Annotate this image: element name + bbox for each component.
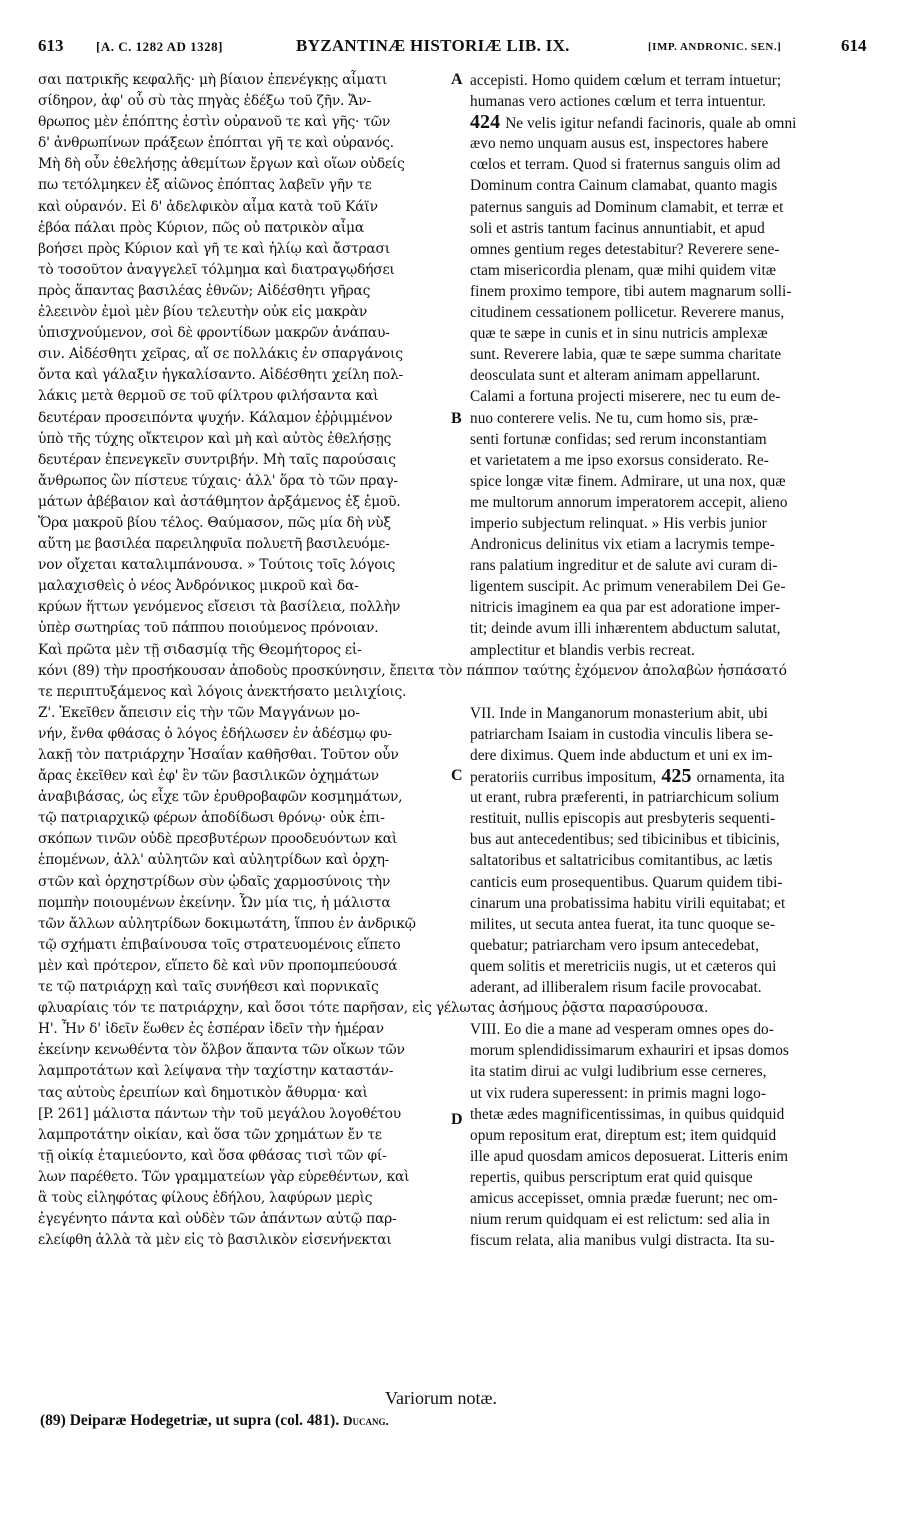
latin-text-line: quem solitis et meretriciis nugis, ut et cæteros qui (470, 957, 777, 975)
latin-text-line: repertis, quibus perscriptum erat quid quisque (470, 1168, 753, 1186)
latin-text-line: saltatoribus et saltatricibus comitantibus, ac lætis (470, 852, 773, 870)
latin-text-line: soli et astris tantum facinus annuntiabit, et apud (470, 219, 765, 237)
greek-text-line: ὑπὲρ σωτηρίας τοῦ πάππου ποιούμενος πρόνοιαν. (38, 620, 379, 637)
header-years: [A. C. 1282 AD 1328] (96, 39, 223, 54)
greek-text-line: τῶν ἄλλων αὐλητρίδων δοκιμωτάτη, ἵππου ἐν ἀνδρικῷ (38, 915, 416, 932)
latin-text-line: paternus sanguis ad Dominum clamabit, et terræ et (470, 198, 784, 216)
greek-text-line: πομπὴν ποιουμένων ἐκείνην. Ὧν μία τις, ἡ μάλιστα (38, 894, 391, 911)
latin-text-line: Andronicus delinitus vix etiam a lacrymis tempe- (470, 536, 775, 554)
greek-text-line: μαλαχισθεὶς ὁ νέος Ἀνδρόνικος μικροῦ καὶ δα- (38, 578, 359, 595)
greek-text-line: σιν. Αἰδέσθητι χεῖρας, αἵ σε πολλάκις ἐν σπαργάνοις (38, 346, 403, 363)
latin-text-line: Dominum contra Cainum clamabat, quanto magis (470, 177, 778, 195)
greek-text-line: τῷ σχήματι ἐπιβαίνουσα τοῖς στρατευομένοις εἵπετο (38, 936, 401, 953)
greek-text-line: ελείφθη ἀλλὰ τὰ μὲν εἰς τὸ βασιλικὸν εἰσενήνεκται (38, 1232, 392, 1249)
section-marker-b: B (451, 410, 462, 427)
latin-text-line: et varietatem a me ipso exorsus considerato. Re- (470, 451, 769, 469)
latin-text-line: opum repositum erat, direptum est; item quidquid (470, 1126, 777, 1144)
latin-text-line: VIII. Eo die a mane ad vesperam omnes opes do- (470, 1021, 774, 1039)
greek-text-line: λαμπροτάτων καὶ λείψανα τὴν ταχίστην καταστάν- (38, 1063, 394, 1080)
page-number-left: 613 (38, 36, 64, 55)
latin-text-line: amicus accepisset, omnia prædæ fuerunt; nec om- (470, 1189, 778, 1207)
latin-text-line: ut vix rudera superessent: in primis magni logo- (470, 1084, 766, 1102)
latin-text-line: quebatur; patriarcham vero ipsum antecedebat, (470, 936, 759, 954)
greek-text-line: λάκις μετὰ θερμοῦ σε τοῦ φίλτρου φιλήσαντα καὶ (38, 388, 379, 405)
greek-text-line: ἐκείνην κενωθέντα τὸν ὄλβον ἅπαντα τῶν οἴκων τῶν (38, 1042, 405, 1059)
latin-text-line: humanas vero actiones cœlum et terra intuentur. (470, 93, 766, 111)
greek-text-line: ὑπισχνούμενον, σοὶ δὲ φροντίδων μακρῶν ἀνάπαυ- (38, 325, 390, 342)
greek-text-line: ἄνθρωπος ὢν πίστευε τύχαις· ἀλλ' ὅρα τὸ τῶν πραγ- (38, 472, 398, 489)
latin-text-line: me multorum annorum imperatorem accepit, alieno (470, 493, 788, 511)
latin-text-line: tit; deinde avum illi inhærentem abductum salutat, (470, 620, 781, 638)
greek-block-1 (38, 70, 456, 661)
greek-text-line: νον οἴχεται καταλιμπάνουσα. » Τούτοις τοῖς λόγοις (38, 557, 396, 574)
latin-ornamenta: ornamenta, ita (696, 769, 785, 787)
greek-text-line: λων παρέθετο. Τῶν γραμματείων γὰρ εὑρεθέντων, καὶ (38, 1168, 410, 1185)
latin-text-line: cinarum una probatissima habitu virili equitabat; et (470, 894, 786, 912)
section-marker-c: C (451, 767, 463, 784)
latin-text-line: spice longæ vitæ finem. Admirare, ut una nox, quæ (470, 472, 786, 490)
greek-text-line: δ' ἀνθρωπίνων πράξεων ἐπόπται γῆ τε καὶ οὐρανός. (38, 135, 394, 152)
greek-text-line: κρύων ἥττων γενόμενος εἴσεισι τὰ βασίλεια, πολλὴν (38, 599, 401, 616)
greek-text-line: μὲν καὶ πρότερον, εἵπετο δὲ καὶ νῦν προπομπεύουσά (38, 957, 398, 974)
greek-text-line: ἐγεγένητο πάντα καὶ οὐδὲν τῶν ἁπάντων αὐτῷ παρ- (38, 1211, 397, 1228)
header-emperor: [IMP. ANDRONIC. SEN.] (648, 41, 782, 53)
latin-text-line: nuo conterere velis. Ne tu, cum homo sis, præ- (470, 409, 759, 427)
latin-text-line: omnes gentium reges detestabitur? Reverere sene- (470, 240, 780, 258)
footnote-text: (89) Deiparæ Hodegetriæ, ut supra (col. 481). (40, 1412, 340, 1429)
latin-text-line: finem proximo tempore, tibi autem magnarum solli- (470, 282, 792, 300)
page-number-right: 614 (841, 36, 867, 55)
latin-text-line: cœlos et terram. Quod si fraternus sanguis olim ad (470, 156, 781, 174)
latin-text-line: quæ te sæpe in cunis et in sinu nutricis amplexæ (470, 325, 768, 343)
greek-text-line: καὶ οὐρανόν. Εἰ δ' ἀδελφικὸν αἷμα κατὰ τοῦ Κάϊν (38, 198, 378, 215)
greek-text-line: ἐλεεινὸν ἐμοὶ μὲν βίου τελευτὴν οὐκ εἰς μακρὰν (38, 304, 368, 321)
latin-text-line: bus aut antecedentibus; sed tibicinibus et tibicinis, (470, 831, 780, 849)
greek-text-line: αὕτη με βασιλέα παρειληφυῖα πολυετῆ βασιλευόμε- (38, 536, 390, 553)
latin-text-line: canticis eum prosequentibus. Quarum quidem tibi- (470, 873, 783, 891)
greek-text-line: μάτων ἀβέβαιον καὶ ἀστάθμητον ἀρξάμενος ἐξ ἐμοῦ. (38, 493, 401, 510)
latin-text-line: dere diximus. Quem inde abductum et uni ex im- (470, 747, 773, 764)
greek-text-line: σκόπων τινῶν οὐδὲ πρεσβυτέρων προοδευόντων καὶ (38, 831, 398, 848)
greek-text-line: ἃ τοὺς εἰληφότας φίλους ἐδήλου, λαφύρων μερὶς (38, 1189, 373, 1206)
greek-text-line: πρὸς ἅπαντας βασιλέας ἐθνῶν; Αἰδέσθητι γῆρας (38, 282, 371, 299)
latin-text-line: patriarcham Isaiam in custodia vinculis libera se- (470, 725, 774, 743)
latin-text-line: ctam misericordia plenam, quæ mihi quidem vitæ (470, 261, 777, 279)
latin-text-line: nium rerum quidquam ei est relictum: sed alia in (470, 1211, 770, 1229)
latin-text-line: sunt. Reverere labia, quæ te sæpe summa charitate (470, 346, 782, 364)
latin-spacer-2 (470, 998, 890, 1019)
greek-text-line: Μὴ δὴ οὖν ἐθελήσῃς ἀθεμίτων ἔργων καὶ οἵων οὐδείς (38, 156, 405, 173)
greek-text-line: τῇ οἰκίᾳ ἐταμιεύοντο, καὶ ὅσα φθάσας τισὶ τῶν φί- (38, 1147, 387, 1164)
latin-text-line: morum splendidissimarum exhauriri et ipsas domos (470, 1042, 789, 1060)
latin-text-line: citudinem cessationem pollicetur. Reverere manus, (470, 304, 785, 322)
column-number-424: 424 (470, 111, 506, 134)
column-number-425: 425 (656, 765, 697, 788)
greek-block-2 (38, 703, 456, 998)
latin-text-line: amplectitur et blandis verbis recreat. (470, 641, 695, 659)
latin-text-line: aderant, ad illiberalem risum facile provocabat. (470, 979, 762, 997)
greek-text-line: σαι πατρικῆς κεφαλῆς· μὴ βίαιον ἐπενέγκῃς αἷματι (38, 72, 388, 88)
section-marker-a: A (451, 71, 463, 88)
latin-text-line: nitricis imaginem ea qua par est adoratione imper- (470, 599, 781, 617)
latin-text-line: imperio subjectum relinquat. » His verbis junior (470, 514, 767, 532)
section-marker-d: D (451, 1111, 463, 1128)
latin-text-line: ita statim dirui ac vulgi ludibrium esse cerneres, (470, 1063, 767, 1081)
latin-text-line: accepisti. Homo quidem cœlum et terram intuetur; (470, 72, 782, 89)
greek-text-line: ἄρας ἐκεῖθεν καὶ ἐφ' ἓν τῶν βασιλικῶν ὀχημάτων (38, 768, 379, 785)
greek-text-line: τας αὐτοὺς ἐρειπίων καὶ δημοτικὸν ἄθυρμα· καὶ (38, 1084, 368, 1101)
greek-text-line: βοήσει πρὸς Κύριον καὶ γῆ τε καὶ ἡλίῳ καὶ ἄστρασι (38, 240, 390, 257)
latin-text-line: ut erant, rubra præferenti, in patriarchicum solium (470, 789, 780, 807)
latin-text-line: ille apud quosdam amicos deposuerat. Litteris enim (470, 1147, 789, 1165)
greek-text-line: ἐβόα πάλαι πρὸς Κύριον, πῶς οὐ πατρικὸν αἷμα (38, 219, 364, 236)
latin-text-line: ævo nemo unquam ausus est, inspectores habere (470, 135, 769, 153)
latin-column (470, 70, 890, 1251)
latin-block-1 (470, 70, 890, 661)
latin-text-line: senti fortunæ confidas; sed rerum inconstantiam (470, 430, 767, 448)
greek-text-line: ἀναβιβάσας, ὡς εἶχε τῶν ἐρυθροβαφῶν κοσμημάτων, (38, 789, 403, 806)
greek-text-line: Ζ'. Ἐκεῖθεν ἄπεισιν εἰς τὴν τῶν Μαγγάνων μο- (38, 704, 360, 721)
greek-text-line: τῷ πατριαρχικῷ φέρων ἀποδίδωσι θρόνῳ· οὐκ ἐπι- (38, 810, 385, 827)
greek-wide-line-2: τε περιπτυξάμενος καὶ λόγοις ἀνεκτήσατο μειλιχίοις. (38, 683, 407, 700)
latin-text-line: restituit, nullis episcopis aut presbyteris sequenti- (470, 810, 776, 828)
latin-text-line: Calami a fortuna projecti miserere, nec tu eum de- (470, 388, 781, 406)
greek-text-line: Η'. Ἦν δ' ἰδεῖν ἕωθεν ἐς ἑσπέραν ἰδεῖν τὴν ἡμέραν (38, 1021, 384, 1038)
latin-text-line: thetæ ædes magnificentissimas, in quibus quidquid (470, 1105, 785, 1123)
greek-text-line: στῶν καὶ ὀρχηστρίδων σὺν ᾠδαῖς χαρμοσύνοις τὴν (38, 873, 391, 890)
greek-text-line: ὄντα καὶ γάλαξιν ἠγκαλίσαντο. Αἰδέσθητι χείλη πολ- (38, 367, 403, 384)
latin-block-3 (470, 1019, 890, 1251)
greek-text-line: σίδηρον, ἀφ' οὗ σὺ τὰς πηγὰς ἐδέξω τοῦ ζῆν. Ἄν- (38, 93, 371, 110)
greek-text-line: πω τετόλμηκεν ἐξ αἰῶνος ἐπόπτας λαβεῖν γῆν τε (38, 177, 372, 194)
greek-text-line: Ὅρα μακροῦ βίου τέλος. Θαύμασον, πῶς μία δὴ νὺξ (38, 514, 391, 531)
greek-text-line: θρωπος μὲν ἐπόπτης ἐστὶν οὐρανοῦ τε καὶ γῆς· τῶν (38, 114, 391, 131)
latin-text-line: peratoriis curribus impositum, 425 ornamenta, ita (470, 765, 785, 788)
latin-text-line: 424 Ne velis igitur nefandi facinoris, quale ab omni (470, 111, 797, 134)
greek-text-line: λαμπροτάτην οἰκίαν, καὶ ὅσα τῶν χρημάτων ἔν τε (38, 1126, 382, 1143)
latin-text-line: milites, ut secuta antea fuerat, ita tunc quoque se- (470, 915, 776, 933)
greek-text-line: ἑπομένων, ἀλλ' αὐλητῶν καὶ αὐλητρίδων καὶ ὀρχη- (38, 852, 390, 869)
latin-text-line: fiscum relata, alia manibus vulgi distracta. Ita su- (470, 1232, 775, 1250)
greek-text-line: τε τῷ πατριάρχῃ καὶ ταῖς συνήθεσι καὶ πορνικαῖς (38, 979, 379, 996)
greek-block-3 (38, 1019, 456, 1251)
greek-text-line: νήν, ἔνθα φθάσας ὁ λόγος ἐδήλωσεν ἐν ἀδέσμῳ φυ- (38, 725, 392, 742)
greek-text-line: λακῇ τὸν πατριάρχην Ἡσαΐαν καθῆσθαι. Τοῦτον οὖν (38, 747, 399, 763)
latin-text-line: VII. Inde in Manganorum monasterium abit, ubi (470, 704, 768, 722)
greek-text-line: δευτέραν ἐπενεγκεῖν συντριβήν. Μὴ ταῖς παρούσαις (38, 451, 396, 468)
greek-text-line: [P. 261] μάλιστα πάντων τὴν τοῦ μεγάλου λογοθέτου (38, 1105, 401, 1122)
greek-text-line: Καὶ πρῶτα μὲν τῇ σιδασμίᾳ τῆς Θεομήτορος εἰ- (38, 641, 362, 658)
greek-text-line: τὸ τοσοῦτον ἀναγγελεῖ τόλμημα καὶ διατραγῳδήσει (38, 261, 395, 278)
greek-text-line: δευτέραν προσειπόντα ψυχήν. Κάλαμον ἐῤῥιμμένον (38, 409, 393, 426)
footnote-89 (40, 1412, 389, 1430)
footnote-author: Ducang. (343, 1413, 389, 1428)
greek-wide-line-3: φλυαρίαις τόν τε πατριάρχην, καὶ ὅσοι τότε παρῆσαν, εἰς γέλωτας ἀσήμους ῥᾷστα παρασύρουσα. (38, 1000, 709, 1017)
greek-text-line: ὑπὸ τῆς τύχης οἴκτειρον καὶ μὴ καὶ αὐτὸς ἐθελήσῃς (38, 430, 391, 447)
notes-title: Variorum notæ. (385, 1388, 497, 1408)
latin-text-line: ligentem suscipit. Ac primum venerabilem Dei Ge- (470, 578, 786, 596)
latin-block-2 (470, 703, 890, 998)
latin-text-line: deosculata sunt et alteram animam appellarunt. (470, 367, 761, 385)
running-title: BYZANTINÆ HISTORIÆ LIB. IX. (296, 36, 570, 55)
latin-text-line: rans palatium ingreditur et de salute avi curam di- (470, 557, 778, 575)
latin-spacer-1 (470, 661, 890, 703)
greek-wide-line-1: κόνι (89) τὴν προσήκουσαν ἀποδοὺς προσκύνησιν, ἔπειτα τὸν πάππον ταύτης ἐχόμενον ἀπολαβὼν ἠσπάσατό (38, 662, 787, 679)
page-header (38, 36, 878, 62)
